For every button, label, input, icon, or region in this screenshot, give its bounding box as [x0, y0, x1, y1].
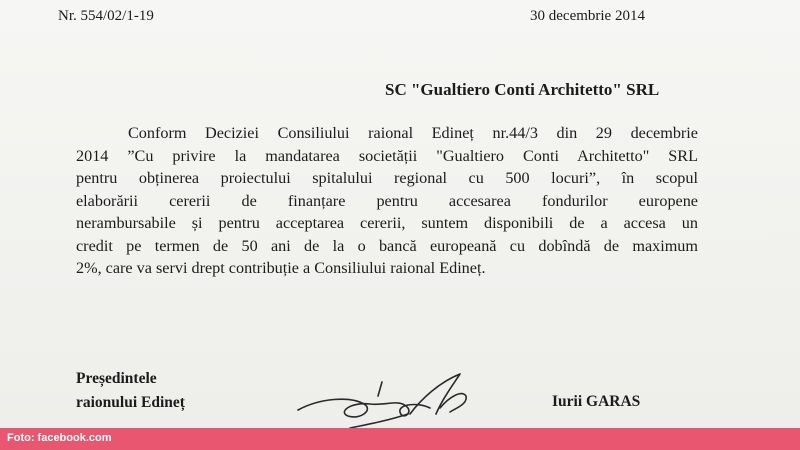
reference-number: Nr. 554/02/1-19	[58, 8, 154, 24]
body-line: Conform Deciziei Consiliului raional Edineț nr.44/3 din 29 decembrie	[128, 124, 698, 142]
body-line: elaborării cererii de finanțare pentru accesarea fondurilor europene	[76, 191, 698, 210]
body-line: 2014 ”Cu privire la mandatarea societății "Gualtiero Conti Architetto" SRL	[76, 146, 698, 165]
recipient: SC "Gualtiero Conti Architetto" SRL	[385, 80, 660, 99]
letter-date: 30 decembrie 2014	[530, 8, 645, 24]
letter-body	[76, 122, 698, 280]
body-line: credit pe termen de 50 ani de la o bancă europeană cu dobîndă de maximum	[76, 236, 698, 255]
photo-credit-bar	[0, 428, 800, 450]
photo-credit: Foto: facebook.com	[7, 432, 112, 444]
signatory-title-line: Președintele	[76, 370, 157, 387]
body-line: 2%, care va servi drept contribuție a Consiliului raional Edineț.	[76, 259, 486, 277]
handwritten-signature	[290, 368, 490, 428]
signatory-title-line: raionului Edineț	[76, 394, 185, 411]
signatory-name: Iurii GARAS	[552, 393, 641, 410]
body-line: nerambursabile și pentru acceptarea cererii, suntem disponibili de a accesa un	[76, 214, 698, 232]
signatory-title	[76, 367, 185, 415]
body-line: pentru obținerea proiectului spitalului regional cu 500 locuri”, în scopul	[76, 169, 698, 187]
